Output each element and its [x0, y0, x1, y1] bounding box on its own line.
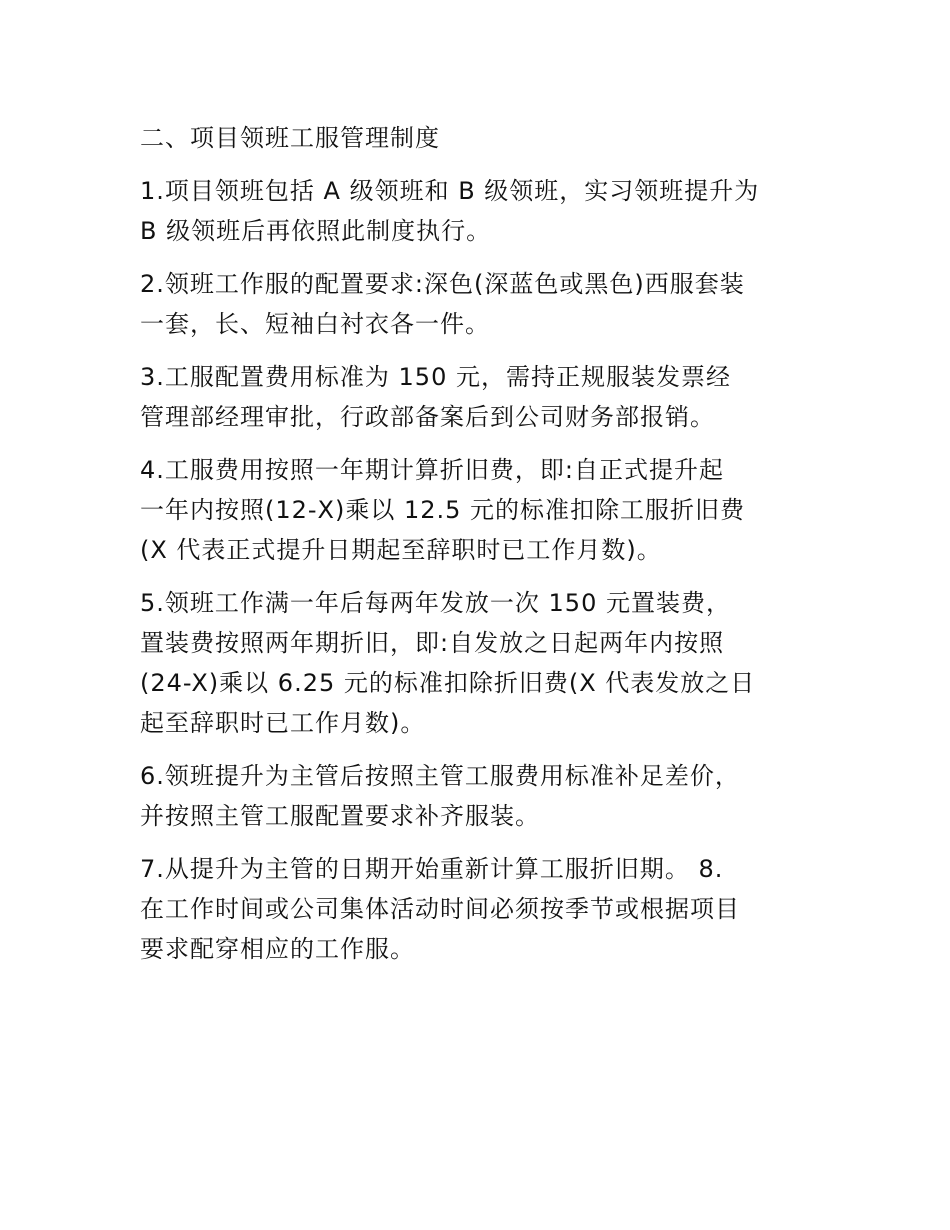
paragraph-line: 7.从提升为主管的日期开始重新计算工服折旧期。 8.	[140, 855, 724, 883]
paragraph-1	[140, 171, 812, 251]
paragraph-line: 管理部经理审批，行政部备案后到公司财务部报销。	[140, 403, 715, 431]
paragraph-line: 置装费按照两年期折旧，即:自发放之日起两年内按照	[140, 629, 725, 657]
paragraph-line: 并按照主管工服配置要求补齐服装。	[140, 802, 540, 830]
paragraph-line: 1.项目领班包括 A 级领班和 B 级领班，实习领班提升为	[140, 177, 760, 205]
paragraph-line: B 级领班后再依照此制度执行。	[140, 217, 492, 245]
paragraph-line: (X 代表正式提升日期起至辞职时已工作月数)。	[140, 536, 662, 564]
paragraph-2	[140, 264, 812, 344]
paragraph-6	[140, 756, 812, 836]
paragraph-4	[140, 450, 812, 570]
paragraph-line: 3.工服配置费用标准为 150 元，需持正规服装发票经	[140, 363, 731, 391]
paragraph-line: (24-X)乘以 6.25 元的标准扣除折旧费(X 代表发放之日	[140, 669, 756, 697]
paragraph-line: 6.领班提升为主管后按照主管工服费用标准补足差价，	[140, 762, 740, 790]
paragraph-5	[140, 583, 812, 743]
paragraph-7	[140, 849, 812, 969]
paragraph-line: 在工作时间或公司集体活动时间必须按季节或根据项目	[140, 895, 740, 923]
paragraph-line: 一年内按照(12-X)乘以 12.5 元的标准扣除工服折旧费	[140, 496, 746, 524]
paragraph-line: 要求配穿相应的工作服。	[140, 935, 415, 963]
paragraph-3	[140, 357, 812, 437]
paragraph-line: 5.领班工作满一年后每两年发放一次 150 元置装费，	[140, 589, 731, 617]
paragraph-line: 起至辞职时已工作月数)。	[140, 709, 426, 737]
paragraph-line: 一套，长、短袖白衬衣各一件。	[140, 310, 490, 338]
paragraph-line: 4.工服费用按照一年期计算折旧费，即:自正式提升起	[140, 456, 724, 484]
document-body	[140, 118, 812, 982]
section-heading: 二、项目领班工服管理制度	[140, 124, 440, 152]
paragraph-line: 2.领班工作服的配置要求:深色(深蓝色或黑色)西服套装	[140, 270, 745, 298]
